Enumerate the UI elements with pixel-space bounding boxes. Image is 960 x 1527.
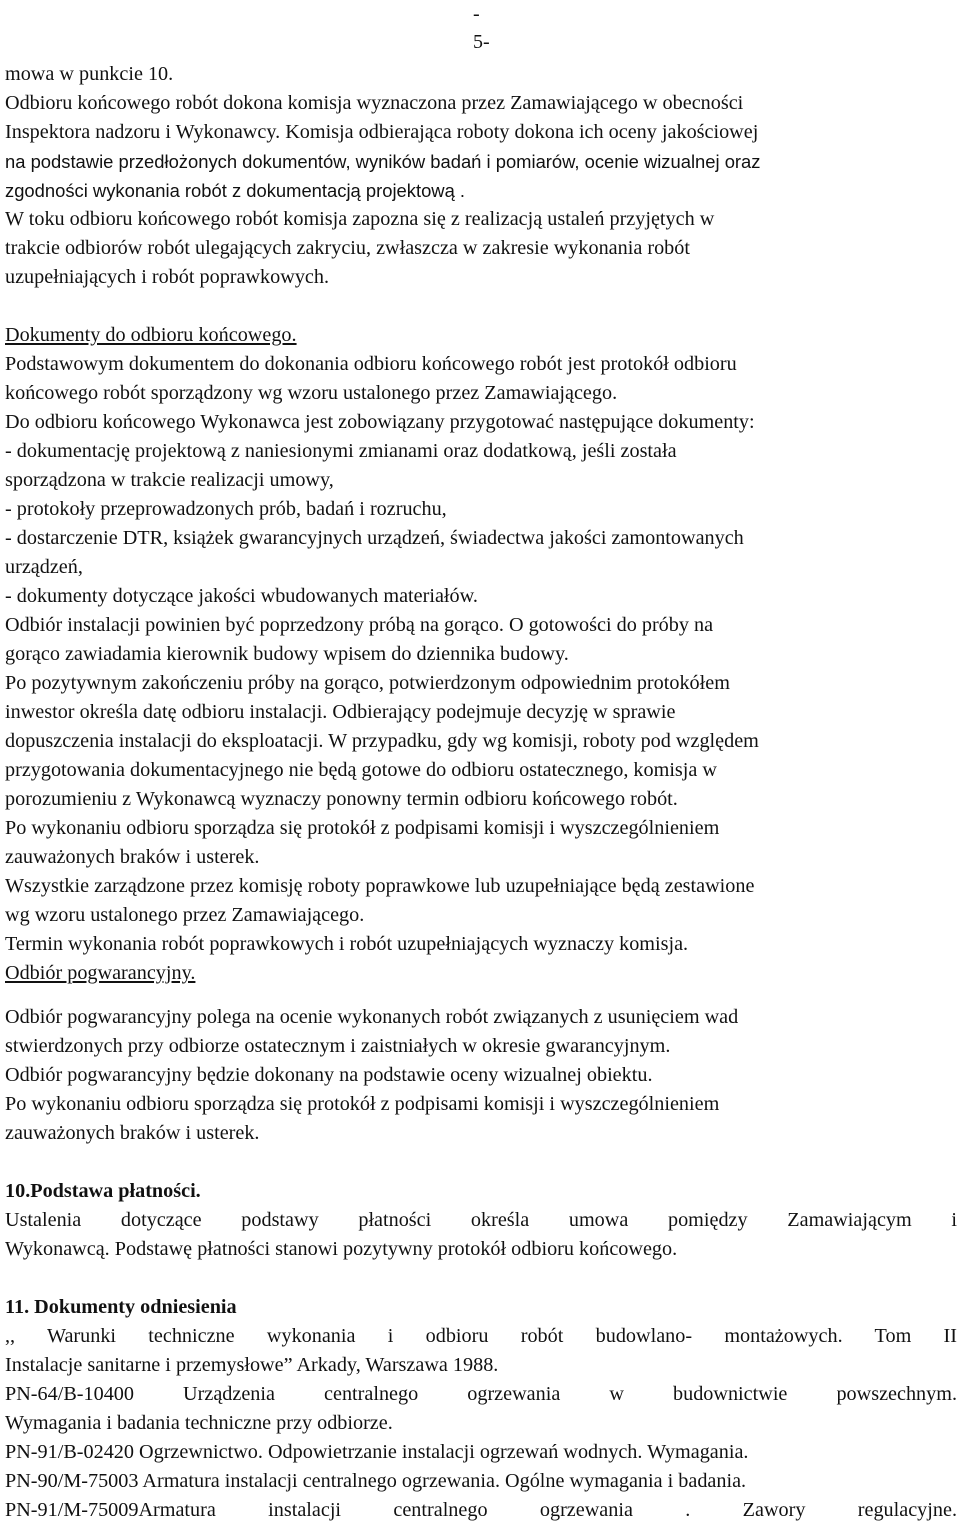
text-line: porozumieniu z Wykonawcą wyznaczy ponowny termin odbioru końcowego robót. — [5, 788, 678, 810]
text-line: inwestor określa datę odbioru instalacji. Odbierający podejmuje decyzję w sprawie — [5, 701, 676, 723]
section-heading: 10.Podstawa płatności. — [5, 1180, 201, 1202]
text-line: Po wykonaniu odbioru sporządza się protokół z podpisami komisji i wyszczególnieniem — [5, 1093, 720, 1115]
text-line: stwierdzonych przy odbiorze ostatecznym i zaistniałych w okresie gwarancyjnym. — [5, 1035, 671, 1057]
text-line: dopuszczenia instalacji do eksploatacji. W przypadku, gdy wg komisji, roboty pod względem — [5, 730, 759, 752]
text-line: Inspektora nadzoru i Wykonawcy. Komisja odbierająca roboty dokona ich oceny jakościowej — [5, 121, 759, 143]
text-line: Podstawowym dokumentem do dokonania odbioru końcowego robót jest protokół odbioru — [5, 353, 737, 375]
text-line: Odbiór pogwarancyjny będzie dokonany na podstawie oceny wizualnej obiektu. — [5, 1064, 653, 1086]
list-item: - dokumenty dotyczące jakości wbudowanych materiałów. — [5, 585, 478, 607]
text-line: Termin wykonania robót poprawkowych i robót uzupełniających wyznaczy komisja. — [5, 933, 689, 955]
text-line: gorąco zawiadamia kierownik budowy wpisem do dziennika budowy. — [5, 643, 569, 665]
reference-line: PN-91/M-75009Armatura instalacji centralnego ogrzewania . Zawory regulacyjne. — [5, 1499, 957, 1521]
text-line: na podstawie przedłożonych dokumentów, wyników badań i pomiarów, ocenie wizualnej oraz — [5, 151, 761, 172]
text-line: Po pozytywnym zakończeniu próby na gorąco, potwierdzonym odpowiednim protokółem — [5, 672, 730, 694]
text-line: Wszystkie zarządzone przez komisję roboty poprawkowe lub uzupełniające będą zestawione — [5, 875, 755, 897]
text-line: zauważonych braków i usterek. — [5, 846, 260, 868]
list-item: - protokoły przeprowadzonych prób, badań i rozruchu, — [5, 498, 447, 520]
reference-line: Instalacje sanitarne i przemysłowe” Arkady, Warszawa 1988. — [5, 1354, 499, 1376]
text-line: Po wykonaniu odbioru sporządza się protokół z podpisami komisji i wyszczególnieniem — [5, 817, 720, 839]
text-line: W toku odbioru końcowego robót komisja zapozna się z realizacją ustaleń przyjętych w — [5, 208, 715, 230]
text-line: zgodności wykonania robót z dokumentacją projektową . — [5, 180, 466, 201]
reference-line: PN-91/B-02420 Ogrzewnictwo. Odpowietrzanie instalacji ogrzewań wodnych. Wymagania. — [5, 1441, 749, 1463]
page-number-dash: - — [473, 3, 480, 25]
text-line: zauważonych braków i usterek. — [5, 1122, 260, 1144]
text-line: Odbiór instalacji powinien być poprzedzony próbą na gorąco. O gotowości do próby na — [5, 614, 714, 636]
page-number — [473, 0, 490, 56]
reference-line: PN-90/M-75003 Armatura instalacji centralnego ogrzewania. Ogólne wymagania i badania. — [5, 1470, 747, 1492]
reference-line: Wymagania i badania techniczne przy odbiorze. — [5, 1412, 393, 1434]
text-line: Ustalenia dotyczące podstawy płatności określa umowa pomiędzy Zamawiającym i — [5, 1209, 957, 1231]
page-number-value: 5- — [473, 31, 490, 53]
text-line: wg wzoru ustalonego przez Zamawiającego. — [5, 904, 365, 926]
text-line: mowa w punkcie 10. — [5, 63, 174, 85]
text-line: przygotowania dokumentacyjnego nie będą gotowe do odbioru ostatecznego, komisja w — [5, 759, 717, 781]
list-item: - dostarczenie DTR, książek gwarancyjnych urządzeń, świadectwa jakości zamontowanych — [5, 527, 744, 549]
section-heading: Dokumenty do odbioru końcowego. — [5, 324, 297, 346]
text-line: urządzeń, — [5, 556, 83, 578]
reference-line: PN-64/B-10400 Urządzenia centralnego ogrzewania w budownictwie powszechnym. — [5, 1383, 957, 1405]
section-heading: Odbiór pogwarancyjny. — [5, 962, 196, 984]
reference-line: ,, Warunki techniczne wykonania i odbioru robót budowlano- montażowych. Tom II — [5, 1325, 957, 1347]
list-item: - dokumentację projektową z naniesionymi zmianami oraz dodatkową, jeśli została — [5, 440, 677, 462]
document-body — [5, 60, 957, 1525]
text-line: końcowego robót sporządzony wg wzoru ustalonego przez Zamawiającego. — [5, 382, 618, 404]
text-line: Wykonawcą. Podstawę płatności stanowi pozytywny protokół odbioru końcowego. — [5, 1238, 678, 1260]
text-line: Do odbioru końcowego Wykonawca jest zobowiązany przygotować następujące dokumenty: — [5, 411, 755, 433]
text-line: trakcie odbiorów robót ulegających zakryciu, zwłaszcza w zakresie wykonania robót — [5, 237, 690, 259]
text-line: Odbioru końcowego robót dokona komisja wyznaczona przez Zamawiającego w obecności — [5, 92, 744, 114]
text-line: Odbiór pogwarancyjny polega na ocenie wykonanych robót związanych z usunięciem wad — [5, 1006, 739, 1028]
text-line: uzupełniających i robót poprawkowych. — [5, 266, 330, 288]
section-heading: 11. Dokumenty odniesienia — [5, 1296, 237, 1318]
text-line: sporządzona w trakcie realizacji umowy, — [5, 469, 334, 491]
